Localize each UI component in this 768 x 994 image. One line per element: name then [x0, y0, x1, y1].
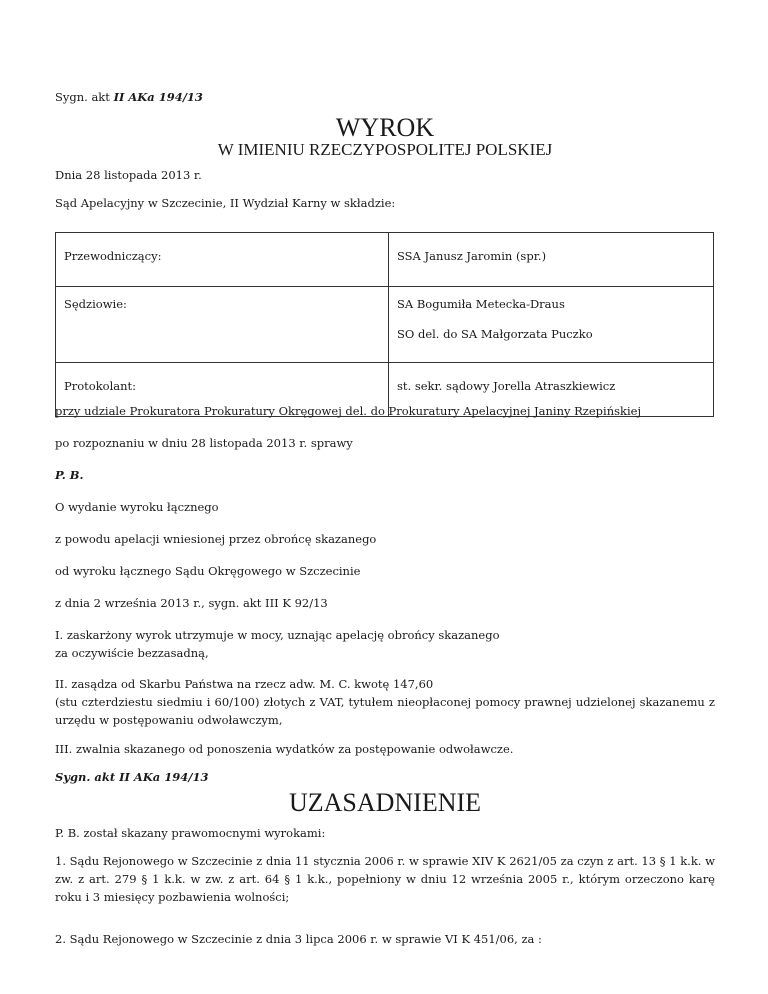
clerk-value: st. sekr. sądowy Jorella Atraszkiewicz: [389, 363, 714, 417]
table-row: [56, 233, 714, 287]
table-row: [56, 287, 714, 363]
case-signature: Sygn. akt II AKa 194/13: [55, 90, 203, 104]
court-composition-intro: Sąd Apelacyjny w Szczecinie, II Wydział Karny w składzie:: [55, 196, 396, 210]
list-item: 2. Sądu Rejonowego w Szczecinie z dnia 3 lipca 2006 r. w sprawie VI K 451/06, za :: [55, 932, 542, 946]
justification-signature: Sygn. akt II AKa 194/13: [55, 770, 209, 784]
prosecutor-line: przy udziale Prokuratora Prokuratury Okręgowej del. do Prokuratury Apelacyjnej Janiny Rzepińskiej: [55, 404, 642, 418]
composition-table: [55, 232, 714, 417]
verdict-title: WYROK: [335, 113, 435, 142]
ruling-2: II. zasądza od Skarbu Państwa na rzecz adw. M. C. kwotę 147,60 (stu czterdziestu siedmiu i 60/100) złotych z VAT, tytułem nieopłaconej pomocy prawnej udzielonej skazanemu z urzędu w postępowaniu odwoławczym,: [55, 677, 715, 727]
verdict-date: Dnia 28 listopada 2013 r.: [55, 168, 202, 182]
chair-label: Przewodniczący:: [56, 233, 389, 287]
judge-name: SA Bogumiła Metecka-Draus: [397, 297, 565, 311]
judgment-from-line: od wyroku łącznego Sądu Okręgowego w Szczecinie: [55, 564, 361, 578]
judges-label: Sędziowie:: [56, 287, 389, 363]
justification-intro: P. B. został skazany prawomocnymi wyrokami:: [55, 826, 326, 840]
judge-name: SO del. do SA Małgorzata Puczko: [397, 327, 593, 341]
verdict-subtitle: W IMIENIU RZECZYPOSPOLITEJ POLSKIEJ: [217, 140, 553, 159]
justification-title: UZASADNIENIE: [288, 788, 482, 817]
judges-value: [389, 287, 714, 363]
subject-line: O wydanie wyroku łącznego: [55, 500, 219, 514]
appeal-line: z powodu apelacji wniesionej przez obrońcę skazanego: [55, 532, 377, 546]
case-signature-value: II AKa 194/13: [113, 90, 203, 104]
list-item: 1. Sądu Rejonowego w Szczecinie z dnia 11 stycznia 2006 r. w sprawie XIV K 2621/05 za czyn z art. 13 § 1 k.k. w zw. z art. 279 § 1 k.k. w zw. z art. 64 § 1 k.k., popełniony w dniu 12 września 2005 r., którym orzeczono karę roku i 3 miesięcy pozbawienia wolności;: [55, 854, 715, 904]
judgment-date-line: z dnia 2 września 2013 r., sygn. akt III K 92/13: [55, 596, 328, 610]
chair-value: SSA Janusz Jaromin (spr.): [389, 233, 714, 287]
clerk-label: Protokolant:: [56, 363, 389, 417]
defendant-name: P. B.: [55, 468, 84, 482]
ruling-1: I. zaskarżony wyrok utrzymuje w mocy, uznając apelację obrońcy skazanego za oczywiście bezzasadną,: [55, 628, 500, 660]
hearing-line: po rozpoznaniu w dniu 28 listopada 2013 r. sprawy: [55, 436, 353, 450]
ruling-3: III. zwalnia skazanego od ponoszenia wydatków za postępowanie odwoławcze.: [55, 742, 514, 756]
